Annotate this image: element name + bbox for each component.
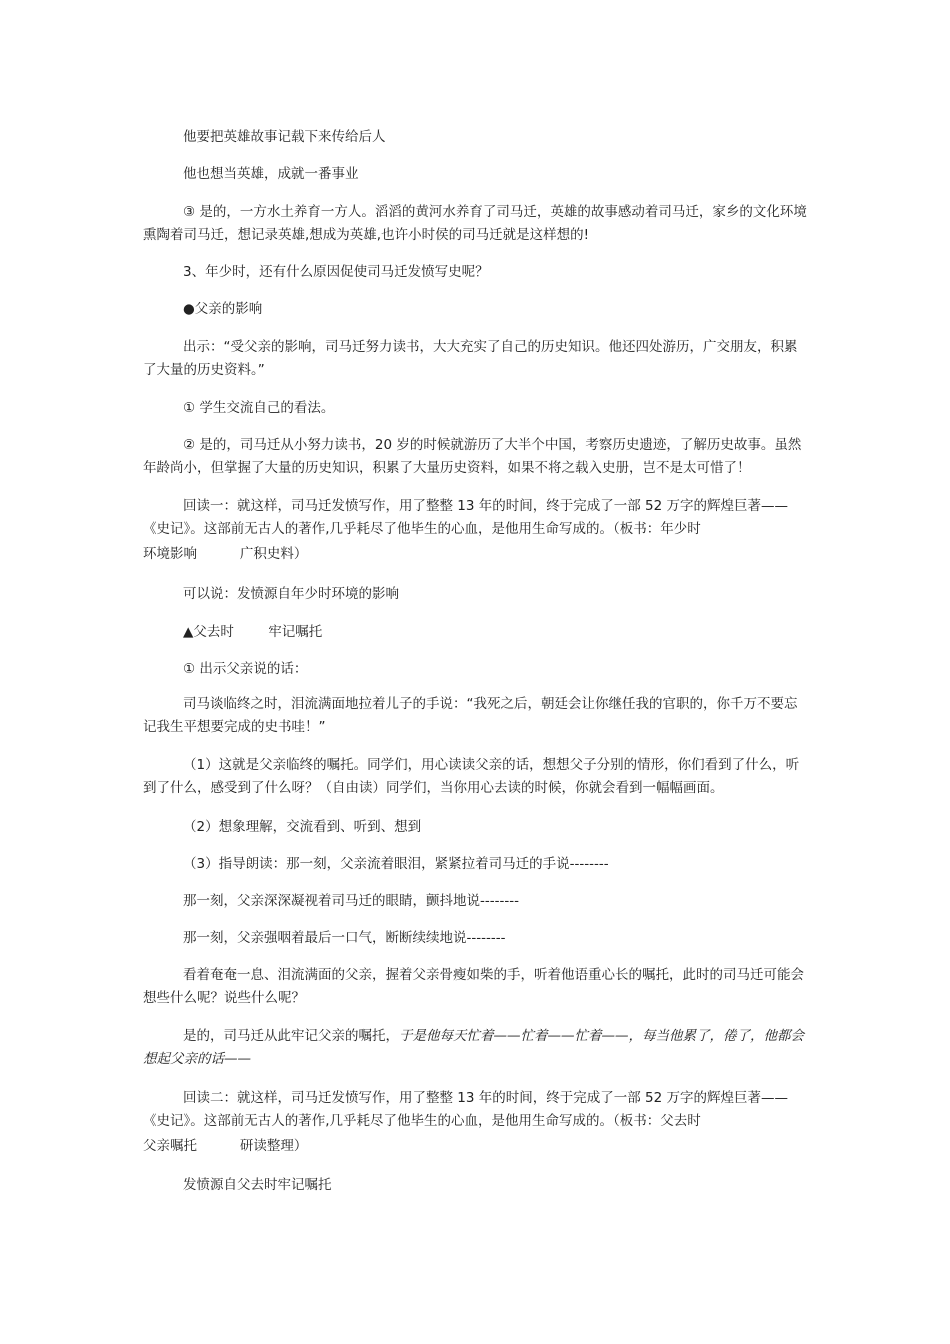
paragraph-italic-text: 于是他每天忙着——忙着——忙着——，每当他累了，倦了，他都会想起父亲的话——	[143, 1028, 804, 1067]
paragraph: （1）这就是父亲临终的嘱托。同学们，用心读读父亲的话，想想父子分别的情形，你们看到了什么，听到了什么，感受到了什么呀？（自由读）同学们，当你用心去读的时候，你就会看到一幅幅画面。	[143, 757, 800, 796]
paragraph: ③ 是的，一方水土养育一方人。滔滔的黄河水养育了司马迁，英雄的故事感动着司马迁，家乡的文化环境熏陶着司马迁，想记录英雄,想成为英雄,也许小时侯的司马迁就是这样想的!	[143, 204, 807, 243]
paragraph: （2）想象理解，交流看到、听到、想到	[183, 819, 422, 835]
paragraph: 回读二：就这样，司马迁发愤写作，用了整整 13 年的时间，终于完成了一部 52 万字的辉煌巨著——《史记》。这部前无古人的著作,几乎耗尽了他毕生的心血，是他用生命写成的。（板书：父去时	[143, 1090, 789, 1129]
paragraph-continuation: 父亲嘱托 研读整理）	[143, 1138, 308, 1154]
paragraph: 出示：“受父亲的影响，司马迁努力读书，大大充实了自己的历史知识。他还四处游历，广交朋友，积累了大量的历史资料。”	[143, 339, 798, 378]
paragraph: 看着奄奄一息、泪流满面的父亲，握着父亲骨瘦如柴的手，听着他语重心长的嘱托，此时的司马迁可能会想些什么呢？说些什么呢？	[143, 967, 804, 1006]
paragraph: ① 出示父亲说的话：	[183, 661, 308, 677]
paragraph: 那一刻，父亲强咽着最后一口气，断断续续地说--------	[183, 930, 506, 946]
paragraph: ① 学生交流自己的看法。	[183, 400, 335, 416]
paragraph	[143, 1025, 807, 1071]
paragraph: 可以说：发愤源自年少时环境的影响	[183, 586, 399, 602]
paragraph-text: 是的，司马迁从此牢记父亲的嘱托，	[183, 1028, 399, 1044]
section-heading: ▲父去时 牢记嘱托	[183, 624, 323, 640]
paragraph-continuation: 环境影响 广积史料）	[143, 546, 308, 562]
paragraph: 3、年少时，还有什么原因促使司马迁发愤写史呢？	[183, 264, 489, 280]
paragraph: 回读一：就这样，司马迁发愤写作，用了整整 13 年的时间，终于完成了一部 52 万字的辉煌巨著——《史记》。这部前无古人的著作,几乎耗尽了他毕生的心血，是他用生命写成的。（板书：年少时	[143, 498, 789, 537]
paragraph: 他也想当英雄，成就一番事业	[183, 166, 359, 182]
paragraph: 发愤源自父去时牢记嘱托	[183, 1177, 332, 1193]
paragraph: 他要把英雄故事记载下来传给后人	[183, 129, 386, 145]
paragraph: ② 是的，司马迁从小努力读书，20 岁的时候就游历了大半个中国，考察历史遗迹，了解历史故事。虽然年龄尚小，但掌握了大量的历史知识，积累了大量历史资料，如果不将之载入史册，岂不是太可惜了！	[143, 437, 802, 476]
paragraph: （3）指导朗读：那一刻，父亲流着眼泪，紧紧拉着司马迁的手说--------	[183, 856, 609, 872]
section-heading: ●父亲的影响	[183, 301, 263, 317]
paragraph: 司马谈临终之时，泪流满面地拉着儿子的手说：“我死之后，朝廷会让你继任我的官职的，你千万不要忘记我生平想要完成的史书哇！”	[143, 696, 798, 735]
paragraph: 那一刻，父亲深深凝视着司马迁的眼睛，颤抖地说--------	[183, 893, 519, 909]
